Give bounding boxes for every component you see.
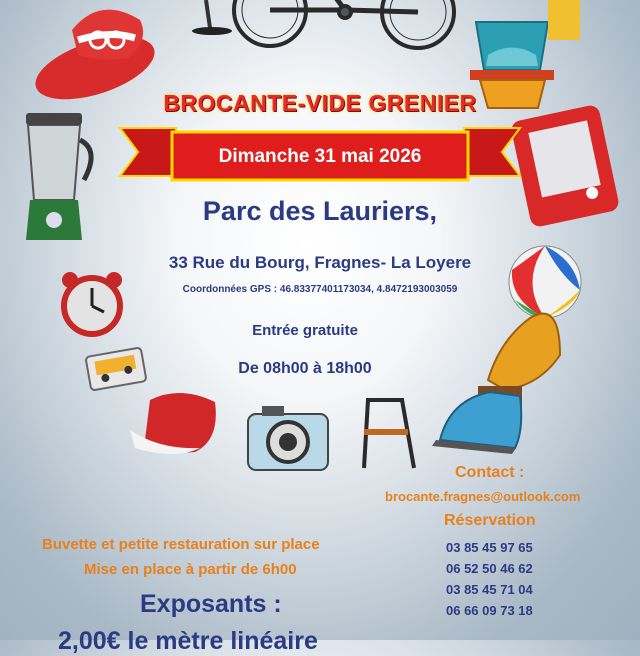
refreshments-info: Buvette et petite restauration sur place	[42, 536, 320, 553]
phone-number: 03 85 45 97 65	[446, 540, 533, 555]
page-title: BROCANTE-VIDE GRENIER	[163, 90, 477, 116]
venue-name: Parc des Lauriers,	[202, 196, 438, 226]
venue-address: 33 Rue du Bourg, Fragnes- La Loyere	[168, 253, 472, 272]
contact-label: Contact :	[455, 464, 525, 481]
event-date: Dimanche 31 mai 2026	[218, 146, 422, 167]
phone-number: 03 85 45 71 04	[446, 582, 533, 597]
phone-list	[446, 537, 533, 621]
gps-coordinates: Coordonnées GPS : 46.83377401173034, 4.8472193003059	[182, 284, 458, 295]
exhibitors-heading: Exposants :	[140, 590, 282, 618]
phone-number: 06 52 50 46 62	[446, 561, 533, 576]
setup-info: Mise en place à partir de 6h00	[84, 561, 297, 578]
opening-hours: De 08h00 à 18h00	[238, 360, 372, 377]
reservation-label: Réservation	[444, 512, 536, 529]
phone-number: 06 66 09 73 18	[446, 603, 533, 618]
exhibitor-price: 2,00€ le mètre linéaire	[58, 627, 318, 655]
entry-info: Entrée gratuite	[252, 322, 358, 339]
contact-email: brocante.fragnes@outlook.com	[385, 489, 581, 504]
